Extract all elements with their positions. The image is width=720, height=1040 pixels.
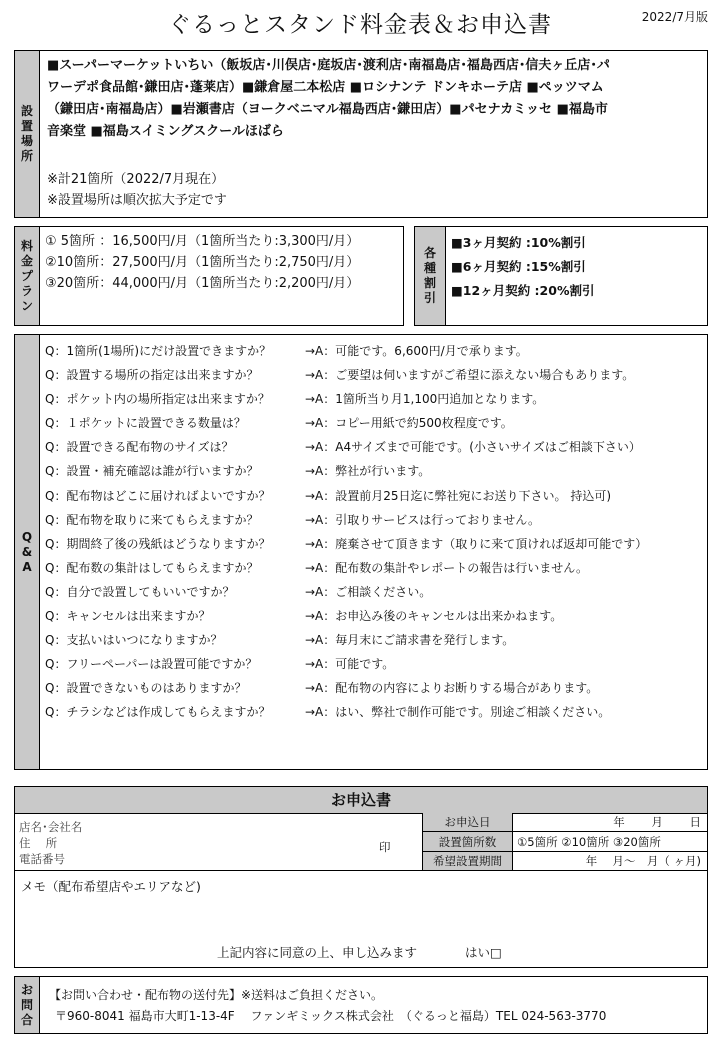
qa-question: Q：配布数の集計はしてもらえますか？ [45,560,259,575]
form-title: お申込書 [15,787,707,814]
qa-question: Q：期間終了後の残紙はどうなりますか？ [45,536,271,551]
qa-question: Q：ポケット内の場所指定は出来ますか？ [45,392,270,407]
plans-side-label: 料金プラン [15,227,40,325]
agree-checkbox[interactable]: はい□ [465,945,502,960]
qa-row [45,435,699,459]
qa-row [45,459,699,483]
location-line: ■スーパーマーケットいちい（飯坂店･川俣店･庭坂店･渡利店･南福島店･福島西店･信夫ヶ丘店･パ [47,58,610,73]
page-title: ぐるっとスタンド料金表＆お申込書 [168,12,552,38]
application-form [14,786,708,968]
plan-item: ②10箇所：27,500円/月（1箇所当たり:2,750円/月） [45,255,360,270]
name-field[interactable] [15,813,423,871]
qa-answer: →A：毎月末にご請求書を発行します。 [305,633,515,648]
qa-question: Q：自分で設置してもいいですか？ [45,584,235,599]
plans-section [14,226,404,326]
contact-side-label: お問合 [15,977,40,1033]
location-line: ワーデポ食品館･鎌田店･蓬莱店）■鎌倉屋二本松店 ■ロシナンテ ドンキホーテ店 ■ペッツマム [47,80,604,95]
location-note: ※設置場所は順次拡大予定です [47,193,227,208]
phone-label: 電話番号 [19,852,65,866]
qa-row [45,604,699,628]
apply-date-label: お申込日 [423,813,513,832]
period-label: 希望設置期間 [423,852,513,871]
qa-row [45,580,699,604]
contact-address: 〒960-8041 福島市大町1-13-4F ファンギミックス株式会社 （ぐるっと福島）TEL 024-563-3770 [55,1009,607,1023]
qa-answer: →A：1箇所当り月1,100円追加となります。 [305,392,545,407]
qa-question: Q：配布物を取りに来てもらえますか？ [45,512,259,527]
discounts-section [414,226,708,326]
qa-question: Q：フリーペーパーは設置可能ですか？ [45,657,258,672]
qa-question: Q：設置する場所の指定は出来ますか？ [45,368,259,383]
qa-question: Q：1箇所(1場所)にだけ設置できますか？ [45,344,272,358]
qa-question: Q：キャンセルは出来ますか？ [45,609,211,624]
qa-row [45,556,699,580]
location-count-field[interactable]: ①5箇所 ②10箇所 ③20箇所 [513,832,707,852]
locations-section [14,50,708,218]
qa-answer: →A：可能です。 [305,657,395,672]
qa-answer: →A：弊社が行います。 [305,464,431,479]
qa-answer: →A：ご相談ください。 [305,584,432,599]
location-line: 音楽堂 ■福島スイミングスクールほばら [47,124,284,139]
discount-item: ■3ヶ月契約 :10%割引 [451,235,586,250]
period-field[interactable]: 年 月～ 月（ ヶ月) [513,852,707,871]
qa-answer: →A：A4サイズまで可能です。(小さいサイズはご相談下さい） [305,440,641,455]
seal-mark: 印 [379,840,391,854]
qa-row [45,363,699,387]
qa-question: Q：配布物はどこに届ければよいですか？ [45,488,271,503]
contact-heading: 【お問い合わせ・配布物の送付先】※送料はご負担ください。 [49,988,384,1002]
locations-side-label: 設置場所 [15,51,40,217]
qa-list [45,339,699,725]
qa-row [45,339,699,363]
qa-question: Q：設置できる配布物のサイズは？ [45,440,234,455]
memo-field[interactable] [15,871,707,967]
qa-row [45,676,699,700]
company-name-label: 店名･会社名 [19,820,83,834]
agree-text: 上記内容に同意の上、申し込みます [217,945,418,960]
plan-item: ① 5箇所 ：16,500円/月（1箇所当たり:3,300円/月） [45,234,360,249]
location-note: ※計21箇所（2022/7月現在） [47,172,225,187]
qa-answer: →A：可能です。6,600円/月で承ります。 [305,344,528,358]
qa-question: Q：チラシなどは作成してもらえますか？ [45,705,271,720]
qa-row [45,532,699,556]
qa-answer: →A：引取りサービスは行っておりません。 [305,512,540,527]
qa-answer: →A：ご要望は伺いますがご希望に添えない場合もあります。 [305,368,635,383]
qa-row [45,387,699,411]
qa-question: Q：設置できないものはありますか？ [45,681,247,696]
edition-label: 2022/7月版 [641,10,708,24]
qa-row [45,628,699,652]
qa-row [45,700,699,724]
plan-item: ③20箇所：44,000円/月（1箇所当たり:2,200円/月） [45,276,360,291]
location-count-label: 設置箇所数 [423,832,513,852]
qa-row [45,652,699,676]
discount-item: ■6ヶ月契約 :15%割引 [451,259,586,274]
discounts-side-label: 各種割引 [415,227,446,325]
qa-question: Q：１ポケットに設置できる数量は？ [45,416,246,431]
discount-item: ■12ヶ月契約 :20%割引 [451,283,595,298]
qa-answer: →A：配布数の集計やレポートの報告は行いません。 [305,560,588,575]
qa-row [45,484,699,508]
memo-label: メモ（配布希望店やエリアなど) [21,879,201,894]
qa-answer: →A：設置前月25日迄に弊社宛にお送り下さい。 持込可) [305,488,612,503]
qa-answer: →A：配布物の内容によりお断りする場合があります。 [305,681,599,696]
qa-answer: →A：廃棄させて頂きます（取りに来て頂ければ返却可能です） [305,536,648,551]
qa-answer: →A：コピー用紙で約500枚程度です。 [305,416,513,431]
qa-question: Q：支払いはいつになりますか？ [45,633,223,648]
contact-section [14,976,708,1034]
qa-question: Q：設置・補充確認は誰が行いますか？ [45,464,259,479]
location-line: （鎌田店･南福島店）■岩瀬書店（ヨークベニマル福島西店･鎌田店）■パセナカミッセ ■福島市 [47,102,608,117]
qa-section [14,334,708,770]
qa-row [45,508,699,532]
qa-answer: →A：お申込み後のキャンセルは出来かねます。 [305,609,563,624]
apply-date-field[interactable]: 年 月 日 [513,813,707,832]
qa-row [45,411,699,435]
address-label: 住 所 [19,836,58,850]
qa-side-label: Q&A [15,335,40,769]
qa-answer: →A：はい、弊社で制作可能です。別途ご相談ください。 [305,705,611,720]
